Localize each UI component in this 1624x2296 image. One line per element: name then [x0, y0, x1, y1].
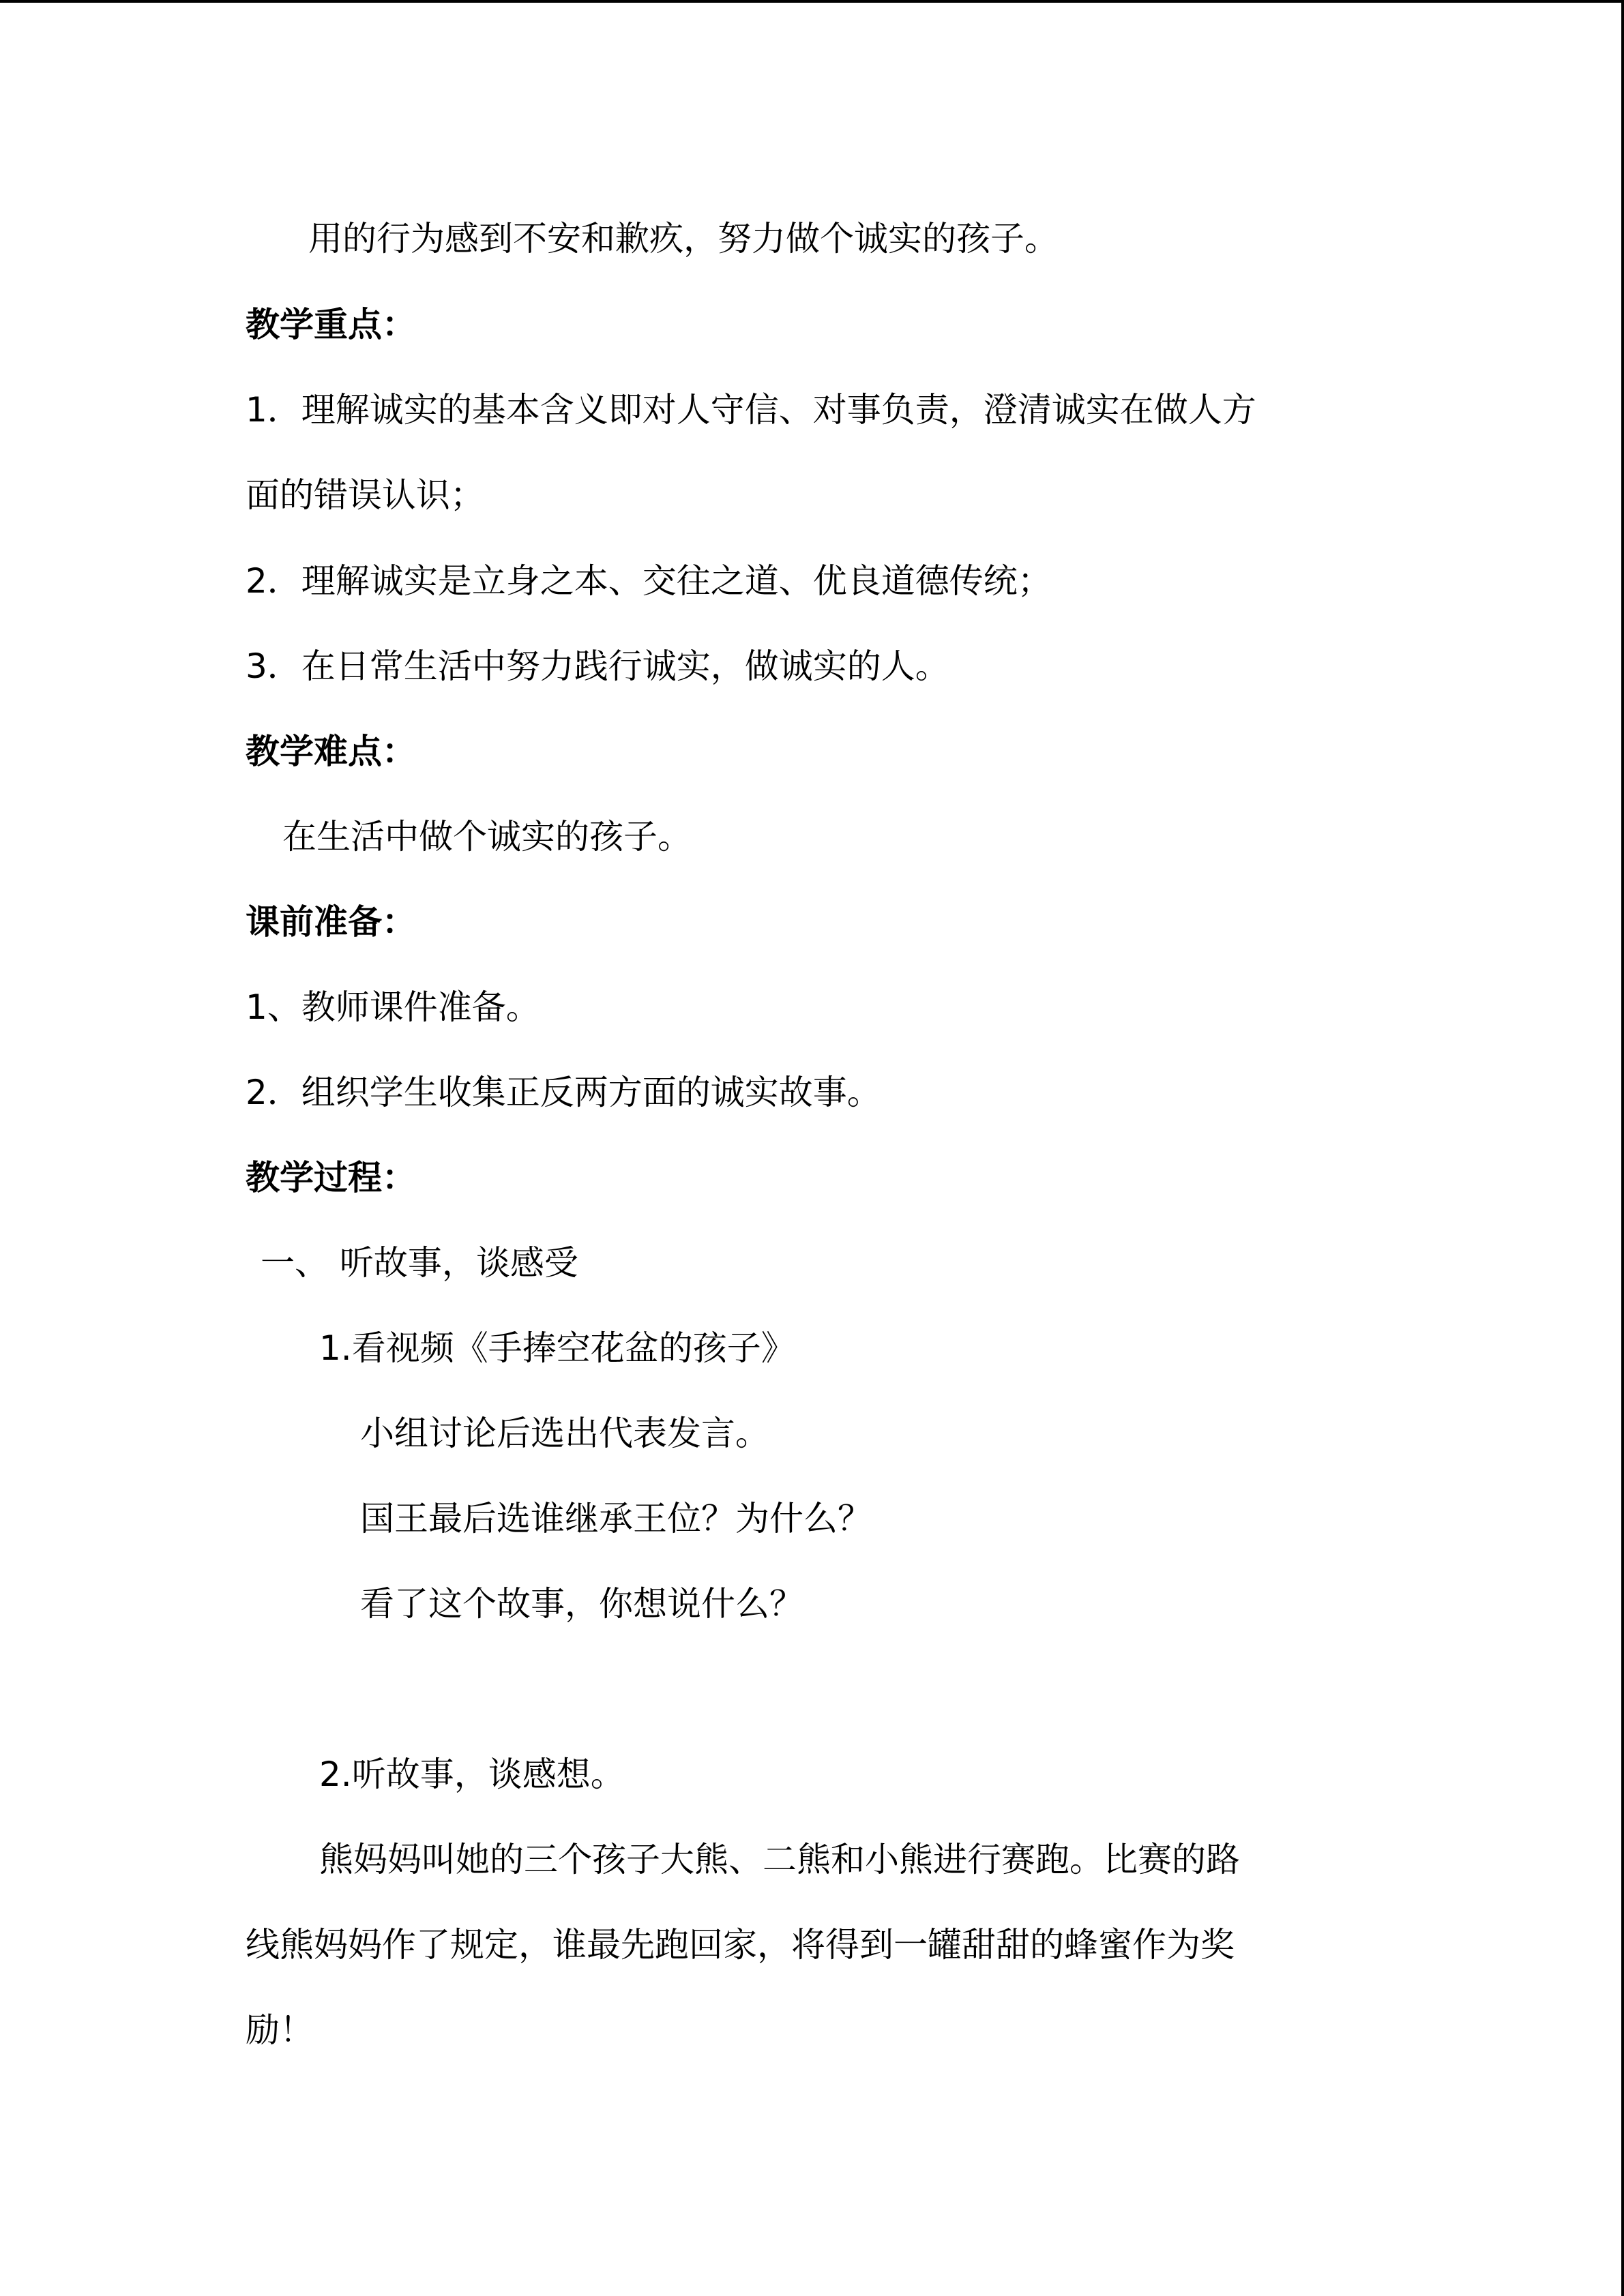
list-item: 2．理解诚实是立身之本、交往之道、优良道德传统；: [246, 561, 1052, 601]
paragraph-line: 面的错误认识；: [246, 475, 484, 515]
list-item: 2.听故事，谈感想。: [319, 1755, 625, 1794]
list-item: 1．理解诚实的基本含义即对人守信、对事负责，澄清诚实在做人方: [246, 390, 1256, 430]
paragraph-line: 看了这个故事，你想说什么？: [360, 1584, 803, 1624]
paragraph-line: 在生活中做个诚实的孩子。: [282, 817, 692, 856]
subsection-heading: 一、 听故事，谈感受: [261, 1243, 578, 1283]
list-item: 2．组织学生收集正反两方面的诚实故事。: [246, 1073, 881, 1112]
section-heading-process: 教学过程：: [246, 1158, 416, 1197]
list-item: 1、教师课件准备。: [246, 987, 540, 1027]
paragraph-line: 线熊妈妈作了规定，谁最先跑回家，将得到一罐甜甜的蜂蜜作为奖: [246, 1925, 1235, 1965]
paragraph-line: 励！: [246, 2010, 314, 2050]
paragraph-line: 熊妈妈叫她的三个孩子大熊、二熊和小熊进行赛跑。比赛的路: [319, 1840, 1240, 1879]
page-right-border: [1621, 0, 1624, 2296]
list-item: 1.看视频《手捧空花盆的孩子》: [319, 1328, 795, 1368]
page-top-border: [0, 0, 1624, 3]
section-heading-preparation: 课前准备：: [246, 902, 416, 942]
paragraph-line: 国王最后选谁继承王位？为什么？: [360, 1499, 872, 1538]
list-item: 3．在日常生活中努力践行诚实，做诚实的人。: [246, 646, 949, 686]
paragraph-line: 小组讨论后选出代表发言。: [360, 1414, 769, 1453]
section-heading-teaching-difficulty: 教学难点：: [246, 732, 416, 771]
paragraph-line: 用的行为感到不安和歉疚，努力做个诚实的孩子。: [308, 219, 1059, 258]
section-heading-teaching-focus: 教学重点：: [246, 305, 416, 344]
